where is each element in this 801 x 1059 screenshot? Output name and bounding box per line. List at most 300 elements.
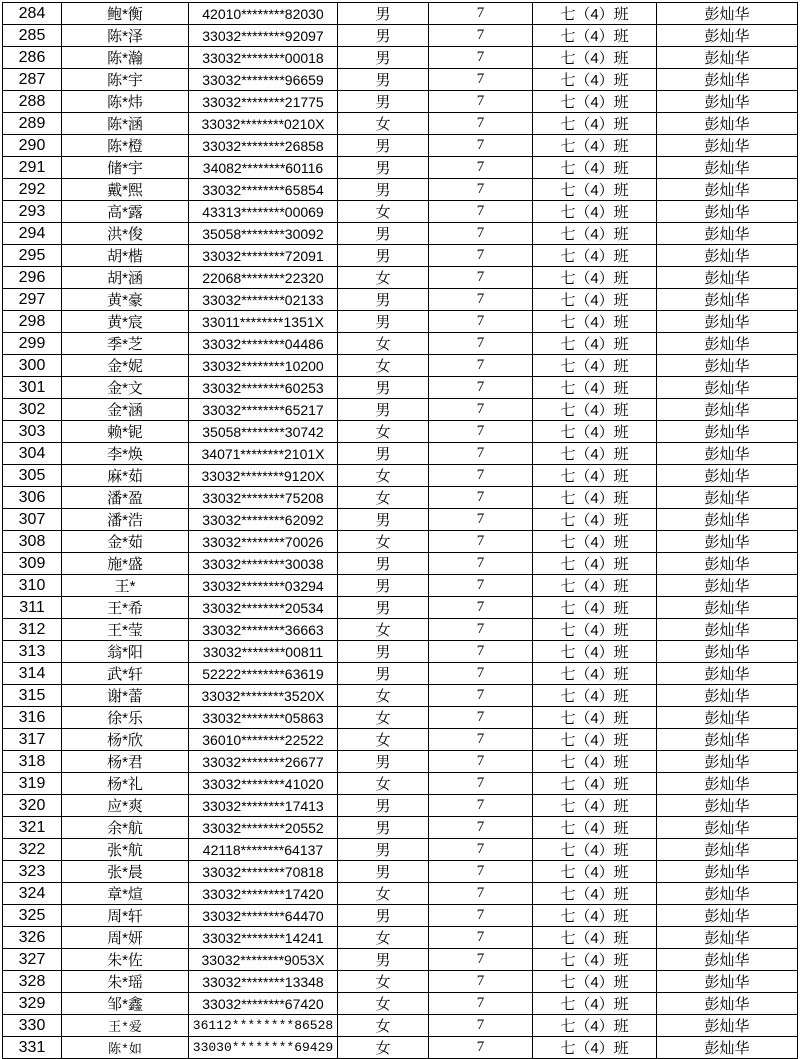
class-cell: 七（4）班 xyxy=(533,993,657,1015)
grade-cell: 7 xyxy=(429,421,533,443)
gender-cell: 男 xyxy=(338,861,429,883)
gender-cell: 男 xyxy=(338,751,429,773)
id-number-cell: 42118********64137 xyxy=(189,839,338,861)
class-cell: 七（4）班 xyxy=(533,465,657,487)
row-number-cell: 316 xyxy=(3,707,62,729)
class-cell: 七（4）班 xyxy=(533,905,657,927)
name-cell: 王* xyxy=(62,575,189,597)
name-cell: 陈*瀚 xyxy=(62,47,189,69)
class-cell: 七（4）班 xyxy=(533,971,657,993)
teacher-cell: 彭灿华 xyxy=(657,729,798,751)
table-row xyxy=(3,223,798,245)
class-cell: 七（4）班 xyxy=(533,355,657,377)
row-number-cell: 292 xyxy=(3,179,62,201)
name-cell: 杨*君 xyxy=(62,751,189,773)
id-number-cell: 33032********13348 xyxy=(189,971,338,993)
grade-cell: 7 xyxy=(429,927,533,949)
table-row xyxy=(3,685,798,707)
class-cell: 七（4）班 xyxy=(533,25,657,47)
name-cell: 施*盛 xyxy=(62,553,189,575)
name-cell: 周*妍 xyxy=(62,927,189,949)
table-row xyxy=(3,201,798,223)
name-cell: 李*焕 xyxy=(62,443,189,465)
gender-cell: 女 xyxy=(338,355,429,377)
name-cell: 陈*宇 xyxy=(62,69,189,91)
id-number-cell: 35058********30742 xyxy=(189,421,338,443)
row-number-cell: 299 xyxy=(3,333,62,355)
class-cell: 七（4）班 xyxy=(533,773,657,795)
name-cell: 麻*茹 xyxy=(62,465,189,487)
grade-cell: 7 xyxy=(429,1037,533,1059)
name-cell: 赖*铌 xyxy=(62,421,189,443)
gender-cell: 女 xyxy=(338,421,429,443)
name-cell: 胡*楷 xyxy=(62,245,189,267)
row-number-cell: 331 xyxy=(3,1037,62,1059)
id-number-cell: 33032********9053X xyxy=(189,949,338,971)
id-number-cell: 33032********14241 xyxy=(189,927,338,949)
id-number-cell: 33032********03294 xyxy=(189,575,338,597)
gender-cell: 男 xyxy=(338,25,429,47)
id-number-cell: 43313********00069 xyxy=(189,201,338,223)
table-row xyxy=(3,861,798,883)
table-row xyxy=(3,487,798,509)
table-row xyxy=(3,267,798,289)
grade-cell: 7 xyxy=(429,355,533,377)
row-number-cell: 300 xyxy=(3,355,62,377)
teacher-cell: 彭灿华 xyxy=(657,25,798,47)
row-number-cell: 298 xyxy=(3,311,62,333)
name-cell: 谢*蕾 xyxy=(62,685,189,707)
row-number-cell: 308 xyxy=(3,531,62,553)
table-row xyxy=(3,641,798,663)
teacher-cell: 彭灿华 xyxy=(657,289,798,311)
row-number-cell: 323 xyxy=(3,861,62,883)
table-row xyxy=(3,971,798,993)
table-row xyxy=(3,421,798,443)
id-number-cell: 33032********20534 xyxy=(189,597,338,619)
table-row xyxy=(3,179,798,201)
class-cell: 七（4）班 xyxy=(533,289,657,311)
row-number-cell: 287 xyxy=(3,69,62,91)
teacher-cell: 彭灿华 xyxy=(657,927,798,949)
row-number-cell: 288 xyxy=(3,91,62,113)
class-cell: 七（4）班 xyxy=(533,157,657,179)
id-number-cell: 33032********26858 xyxy=(189,135,338,157)
gender-cell: 男 xyxy=(338,223,429,245)
grade-cell: 7 xyxy=(429,267,533,289)
table-row xyxy=(3,135,798,157)
gender-cell: 女 xyxy=(338,993,429,1015)
grade-cell: 7 xyxy=(429,993,533,1015)
row-number-cell: 319 xyxy=(3,773,62,795)
id-number-cell: 33032********70026 xyxy=(189,531,338,553)
class-cell: 七（4）班 xyxy=(533,729,657,751)
teacher-cell: 彭灿华 xyxy=(657,245,798,267)
row-number-cell: 293 xyxy=(3,201,62,223)
row-number-cell: 285 xyxy=(3,25,62,47)
teacher-cell: 彭灿华 xyxy=(657,773,798,795)
id-number-cell: 52222********63619 xyxy=(189,663,338,685)
teacher-cell: 彭灿华 xyxy=(657,795,798,817)
id-number-cell: 33032********62092 xyxy=(189,509,338,531)
name-cell: 黄*宸 xyxy=(62,311,189,333)
grade-cell: 7 xyxy=(429,47,533,69)
table-row xyxy=(3,157,798,179)
row-number-cell: 296 xyxy=(3,267,62,289)
class-cell: 七（4）班 xyxy=(533,399,657,421)
name-cell: 张*晨 xyxy=(62,861,189,883)
grade-cell: 7 xyxy=(429,25,533,47)
row-number-cell: 327 xyxy=(3,949,62,971)
gender-cell: 男 xyxy=(338,135,429,157)
table-row xyxy=(3,311,798,333)
table-row xyxy=(3,993,798,1015)
teacher-cell: 彭灿华 xyxy=(657,1037,798,1059)
gender-cell: 女 xyxy=(338,1037,429,1059)
row-number-cell: 317 xyxy=(3,729,62,751)
gender-cell: 男 xyxy=(338,641,429,663)
id-number-cell: 33032********65854 xyxy=(189,179,338,201)
teacher-cell: 彭灿华 xyxy=(657,817,798,839)
gender-cell: 女 xyxy=(338,729,429,751)
id-number-cell: 22068********22320 xyxy=(189,267,338,289)
grade-cell: 7 xyxy=(429,905,533,927)
id-number-cell: 33032********9120X xyxy=(189,465,338,487)
grade-cell: 7 xyxy=(429,641,533,663)
teacher-cell: 彭灿华 xyxy=(657,377,798,399)
name-cell: 张*航 xyxy=(62,839,189,861)
class-cell: 七（4）班 xyxy=(533,509,657,531)
grade-cell: 7 xyxy=(429,751,533,773)
table-row xyxy=(3,113,798,135)
gender-cell: 女 xyxy=(338,619,429,641)
table-row xyxy=(3,949,798,971)
class-cell: 七（4）班 xyxy=(533,751,657,773)
table-row xyxy=(3,927,798,949)
class-cell: 七（4）班 xyxy=(533,223,657,245)
name-cell: 余*航 xyxy=(62,817,189,839)
gender-cell: 女 xyxy=(338,883,429,905)
class-cell: 七（4）班 xyxy=(533,3,657,25)
id-number-cell: 33032********75208 xyxy=(189,487,338,509)
roster-table-body xyxy=(3,3,798,1059)
teacher-cell: 彭灿华 xyxy=(657,399,798,421)
gender-cell: 女 xyxy=(338,707,429,729)
table-row xyxy=(3,355,798,377)
id-number-cell: 33032********96659 xyxy=(189,69,338,91)
row-number-cell: 305 xyxy=(3,465,62,487)
teacher-cell: 彭灿华 xyxy=(657,267,798,289)
grade-cell: 7 xyxy=(429,949,533,971)
row-number-cell: 301 xyxy=(3,377,62,399)
name-cell: 王*莹 xyxy=(62,619,189,641)
row-number-cell: 291 xyxy=(3,157,62,179)
row-number-cell: 324 xyxy=(3,883,62,905)
row-number-cell: 294 xyxy=(3,223,62,245)
id-number-cell: 33032********20552 xyxy=(189,817,338,839)
id-number-cell: 33032********60253 xyxy=(189,377,338,399)
id-number-cell: 42010********82030 xyxy=(189,3,338,25)
name-cell: 潘*盈 xyxy=(62,487,189,509)
table-row xyxy=(3,575,798,597)
teacher-cell: 彭灿华 xyxy=(657,443,798,465)
teacher-cell: 彭灿华 xyxy=(657,971,798,993)
name-cell: 应*爽 xyxy=(62,795,189,817)
grade-cell: 7 xyxy=(429,333,533,355)
id-number-cell: 33032********00811 xyxy=(189,641,338,663)
name-cell: 朱*佐 xyxy=(62,949,189,971)
table-row xyxy=(3,465,798,487)
table-row xyxy=(3,47,798,69)
id-number-cell: 33032********17420 xyxy=(189,883,338,905)
name-cell: 陈*涵 xyxy=(62,113,189,135)
row-number-cell: 304 xyxy=(3,443,62,465)
grade-cell: 7 xyxy=(429,91,533,113)
grade-cell: 7 xyxy=(429,663,533,685)
class-cell: 七（4）班 xyxy=(533,553,657,575)
class-cell: 七（4）班 xyxy=(533,707,657,729)
grade-cell: 7 xyxy=(429,509,533,531)
teacher-cell: 彭灿华 xyxy=(657,179,798,201)
class-cell: 七（4）班 xyxy=(533,47,657,69)
teacher-cell: 彭灿华 xyxy=(657,157,798,179)
name-cell: 金*文 xyxy=(62,377,189,399)
id-number-cell: 33032********21775 xyxy=(189,91,338,113)
id-number-cell: 33032********67420 xyxy=(189,993,338,1015)
teacher-cell: 彭灿华 xyxy=(657,355,798,377)
class-cell: 七（4）班 xyxy=(533,201,657,223)
id-number-cell: 33030********69429 xyxy=(189,1037,338,1059)
teacher-cell: 彭灿华 xyxy=(657,949,798,971)
row-number-cell: 320 xyxy=(3,795,62,817)
class-cell: 七（4）班 xyxy=(533,245,657,267)
grade-cell: 7 xyxy=(429,729,533,751)
teacher-cell: 彭灿华 xyxy=(657,113,798,135)
row-number-cell: 325 xyxy=(3,905,62,927)
table-row xyxy=(3,883,798,905)
grade-cell: 7 xyxy=(429,3,533,25)
name-cell: 陈*如 xyxy=(62,1037,189,1059)
table-row xyxy=(3,443,798,465)
id-number-cell: 36010********22522 xyxy=(189,729,338,751)
gender-cell: 男 xyxy=(338,553,429,575)
gender-cell: 男 xyxy=(338,905,429,927)
row-number-cell: 297 xyxy=(3,289,62,311)
class-cell: 七（4）班 xyxy=(533,949,657,971)
name-cell: 杨*礼 xyxy=(62,773,189,795)
name-cell: 季*芝 xyxy=(62,333,189,355)
class-cell: 七（4）班 xyxy=(533,69,657,91)
grade-cell: 7 xyxy=(429,817,533,839)
roster-page xyxy=(0,2,801,1057)
table-row xyxy=(3,619,798,641)
grade-cell: 7 xyxy=(429,839,533,861)
teacher-cell: 彭灿华 xyxy=(657,333,798,355)
gender-cell: 男 xyxy=(338,311,429,333)
name-cell: 武*轩 xyxy=(62,663,189,685)
row-number-cell: 330 xyxy=(3,1015,62,1037)
teacher-cell: 彭灿华 xyxy=(657,861,798,883)
gender-cell: 男 xyxy=(338,839,429,861)
class-cell: 七（4）班 xyxy=(533,113,657,135)
gender-cell: 男 xyxy=(338,179,429,201)
gender-cell: 女 xyxy=(338,201,429,223)
grade-cell: 7 xyxy=(429,135,533,157)
row-number-cell: 303 xyxy=(3,421,62,443)
teacher-cell: 彭灿华 xyxy=(657,465,798,487)
teacher-cell: 彭灿华 xyxy=(657,509,798,531)
id-number-cell: 33032********92097 xyxy=(189,25,338,47)
grade-cell: 7 xyxy=(429,707,533,729)
gender-cell: 女 xyxy=(338,465,429,487)
id-number-cell: 33032********72091 xyxy=(189,245,338,267)
grade-cell: 7 xyxy=(429,795,533,817)
name-cell: 陈*泽 xyxy=(62,25,189,47)
row-number-cell: 306 xyxy=(3,487,62,509)
teacher-cell: 彭灿华 xyxy=(657,663,798,685)
class-cell: 七（4）班 xyxy=(533,1037,657,1059)
grade-cell: 7 xyxy=(429,531,533,553)
gender-cell: 男 xyxy=(338,817,429,839)
row-number-cell: 311 xyxy=(3,597,62,619)
grade-cell: 7 xyxy=(429,619,533,641)
gender-cell: 女 xyxy=(338,685,429,707)
grade-cell: 7 xyxy=(429,487,533,509)
class-cell: 七（4）班 xyxy=(533,685,657,707)
class-cell: 七（4）班 xyxy=(533,267,657,289)
name-cell: 翁*阳 xyxy=(62,641,189,663)
name-cell: 潘*浩 xyxy=(62,509,189,531)
gender-cell: 女 xyxy=(338,267,429,289)
teacher-cell: 彭灿华 xyxy=(657,597,798,619)
table-row xyxy=(3,25,798,47)
id-number-cell: 35058********30092 xyxy=(189,223,338,245)
grade-cell: 7 xyxy=(429,773,533,795)
grade-cell: 7 xyxy=(429,311,533,333)
teacher-cell: 彭灿华 xyxy=(657,553,798,575)
id-number-cell: 33032********70818 xyxy=(189,861,338,883)
name-cell: 周*轩 xyxy=(62,905,189,927)
gender-cell: 女 xyxy=(338,333,429,355)
grade-cell: 7 xyxy=(429,245,533,267)
gender-cell: 女 xyxy=(338,487,429,509)
table-row xyxy=(3,399,798,421)
gender-cell: 男 xyxy=(338,949,429,971)
table-row xyxy=(3,707,798,729)
grade-cell: 7 xyxy=(429,861,533,883)
class-cell: 七（4）班 xyxy=(533,575,657,597)
grade-cell: 7 xyxy=(429,685,533,707)
id-number-cell: 33032********41020 xyxy=(189,773,338,795)
id-number-cell: 33032********10200 xyxy=(189,355,338,377)
class-cell: 七（4）班 xyxy=(533,839,657,861)
teacher-cell: 彭灿华 xyxy=(657,619,798,641)
grade-cell: 7 xyxy=(429,553,533,575)
teacher-cell: 彭灿华 xyxy=(657,311,798,333)
table-row xyxy=(3,905,798,927)
id-number-cell: 33032********0210X xyxy=(189,113,338,135)
table-row xyxy=(3,795,798,817)
table-row xyxy=(3,377,798,399)
teacher-cell: 彭灿华 xyxy=(657,223,798,245)
grade-cell: 7 xyxy=(429,883,533,905)
teacher-cell: 彭灿华 xyxy=(657,707,798,729)
grade-cell: 7 xyxy=(429,113,533,135)
table-row xyxy=(3,663,798,685)
row-number-cell: 289 xyxy=(3,113,62,135)
row-number-cell: 314 xyxy=(3,663,62,685)
teacher-cell: 彭灿华 xyxy=(657,487,798,509)
id-number-cell: 33032********26677 xyxy=(189,751,338,773)
grade-cell: 7 xyxy=(429,443,533,465)
grade-cell: 7 xyxy=(429,465,533,487)
table-row xyxy=(3,597,798,619)
row-number-cell: 295 xyxy=(3,245,62,267)
table-row xyxy=(3,3,798,25)
name-cell: 金*妮 xyxy=(62,355,189,377)
name-cell: 朱*瑶 xyxy=(62,971,189,993)
class-cell: 七（4）班 xyxy=(533,421,657,443)
id-number-cell: 33032********04486 xyxy=(189,333,338,355)
gender-cell: 男 xyxy=(338,399,429,421)
row-number-cell: 284 xyxy=(3,3,62,25)
id-number-cell: 33032********36663 xyxy=(189,619,338,641)
gender-cell: 男 xyxy=(338,575,429,597)
class-cell: 七（4）班 xyxy=(533,377,657,399)
id-number-cell: 34071********2101X xyxy=(189,443,338,465)
gender-cell: 男 xyxy=(338,509,429,531)
row-number-cell: 313 xyxy=(3,641,62,663)
name-cell: 徐*乐 xyxy=(62,707,189,729)
row-number-cell: 318 xyxy=(3,751,62,773)
gender-cell: 男 xyxy=(338,69,429,91)
grade-cell: 7 xyxy=(429,223,533,245)
class-cell: 七（4）班 xyxy=(533,487,657,509)
class-cell: 七（4）班 xyxy=(533,883,657,905)
grade-cell: 7 xyxy=(429,69,533,91)
class-cell: 七（4）班 xyxy=(533,861,657,883)
grade-cell: 7 xyxy=(429,597,533,619)
class-cell: 七（4）班 xyxy=(533,619,657,641)
grade-cell: 7 xyxy=(429,289,533,311)
class-cell: 七（4）班 xyxy=(533,443,657,465)
table-row xyxy=(3,509,798,531)
gender-cell: 女 xyxy=(338,531,429,553)
gender-cell: 男 xyxy=(338,245,429,267)
gender-cell: 女 xyxy=(338,927,429,949)
table-row xyxy=(3,1037,798,1059)
teacher-cell: 彭灿华 xyxy=(657,575,798,597)
gender-cell: 女 xyxy=(338,1015,429,1037)
gender-cell: 男 xyxy=(338,91,429,113)
id-number-cell: 34082********60116 xyxy=(189,157,338,179)
gender-cell: 男 xyxy=(338,597,429,619)
name-cell: 黄*豪 xyxy=(62,289,189,311)
class-cell: 七（4）班 xyxy=(533,597,657,619)
class-cell: 七（4）班 xyxy=(533,333,657,355)
name-cell: 陈*橙 xyxy=(62,135,189,157)
row-number-cell: 326 xyxy=(3,927,62,949)
teacher-cell: 彭灿华 xyxy=(657,641,798,663)
name-cell: 章*煊 xyxy=(62,883,189,905)
table-row xyxy=(3,817,798,839)
teacher-cell: 彭灿华 xyxy=(657,47,798,69)
row-number-cell: 310 xyxy=(3,575,62,597)
id-number-cell: 33032********64470 xyxy=(189,905,338,927)
grade-cell: 7 xyxy=(429,1015,533,1037)
table-row xyxy=(3,289,798,311)
grade-cell: 7 xyxy=(429,157,533,179)
